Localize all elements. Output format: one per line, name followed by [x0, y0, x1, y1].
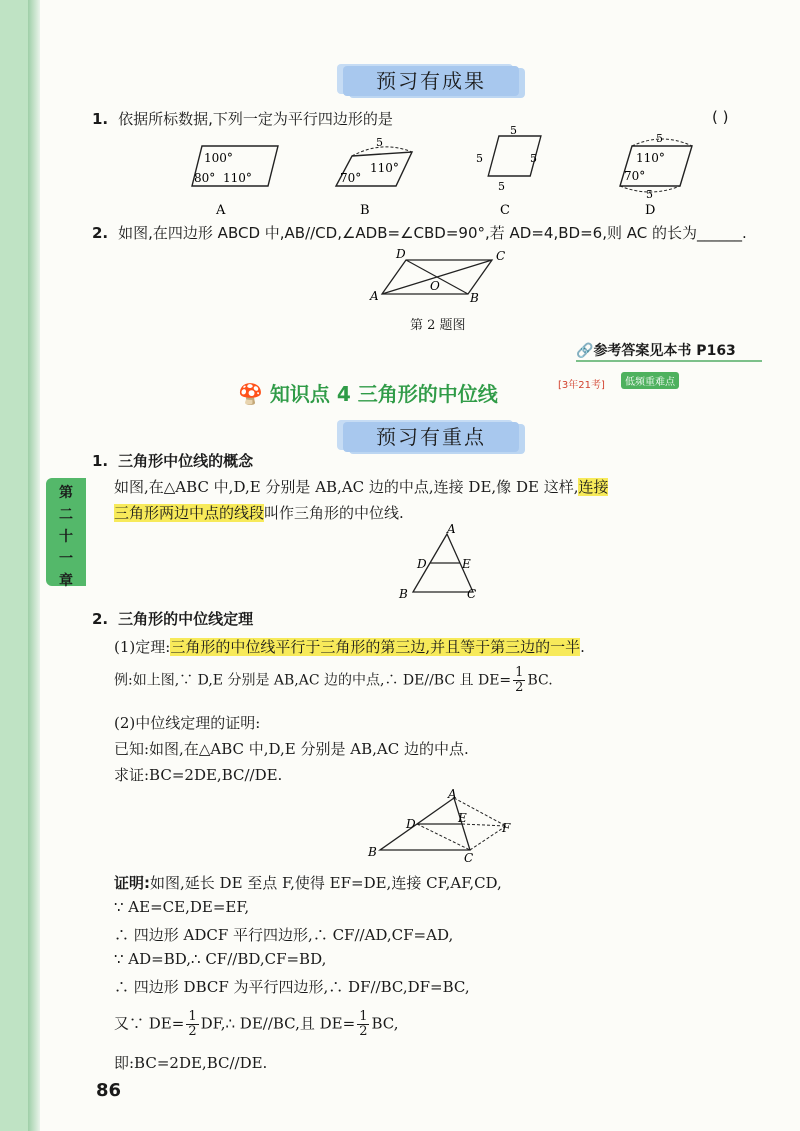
option-b-angle-2: 70° [340, 171, 362, 185]
question-2 [92, 222, 752, 243]
answer-blank[interactable]: ______. [696, 224, 747, 242]
option-a-figure [192, 146, 278, 218]
tri-label-a: A [447, 522, 456, 536]
proof-line-2: ∵ AE=CE,DE=EF, [114, 898, 250, 916]
side-tab-char: 章 [59, 573, 73, 589]
fraction [513, 666, 525, 695]
difficulty-tag: 低频重难点 [621, 372, 679, 389]
answer-reference-text: 参考答案见本书 P163 [593, 343, 736, 359]
fraction-denominator: 2 [359, 1024, 368, 1039]
fraction-denominator: 2 [515, 680, 524, 695]
question-2-figure [370, 244, 510, 314]
highlight-text: 三角形的中位线平行于三角形的第三边,并且等于第三边的一半 [170, 638, 581, 656]
option-d-figure [620, 132, 692, 218]
fraction-denominator: 2 [188, 1024, 197, 1039]
proof-text: BC, [371, 1014, 399, 1033]
answer-blank[interactable]: ( ) [712, 108, 729, 126]
punctuation: . [580, 638, 585, 656]
question-1 [92, 108, 393, 129]
q2-label-d: D [396, 247, 406, 261]
option-a-label: A [216, 203, 226, 218]
option-d-angle-2: 70° [624, 169, 646, 183]
page-spine [28, 0, 40, 1131]
proof-line-7: 即:BC=2DE,BC//DE. [114, 1054, 268, 1072]
proof-line-5: ∴ 四边形 DBCF 为平行四边形,∴ DF//BC,DF=BC, [114, 978, 470, 996]
banner-label: 预习有重点 [376, 425, 486, 449]
option-a-angle-3: 110° [223, 171, 252, 185]
highlight-text: 连接 [578, 478, 609, 496]
answer-reference[interactable] [576, 340, 736, 360]
divider [576, 360, 762, 362]
proof-line-3: ∴ 四边形 ADCF 平行四边形,∴ CF//AD,CF=AD, [114, 926, 454, 944]
example-text: 例:如上图,∵ D,E 分别是 AB,AC 边的中点,∴ DE//BC 且 DE= [114, 672, 512, 689]
page-number: 86 [96, 1080, 122, 1101]
option-c-label: C [500, 203, 510, 218]
option-d-side-1: 5 [656, 132, 663, 145]
question-number: 2. [92, 224, 109, 242]
side-tab-char: 第 [59, 485, 73, 501]
option-c-side-3: 5 [498, 180, 505, 193]
definition-text: 如图,在△ABC 中,D,E 分别是 AB,AC 边的中点,连接 DE,像 DE 这样, [114, 478, 579, 496]
exam-frequency-tag: [3年21考] [558, 380, 605, 391]
q2-label-b: B [470, 291, 479, 305]
fraction-numerator: 1 [188, 1009, 197, 1024]
section-banner-preview-keypoints [343, 422, 519, 452]
tri-label-e: E [462, 557, 471, 571]
highlight-text: 三角形两边中点的线段 [114, 504, 265, 522]
tri-label-c: C [467, 587, 477, 601]
option-a-angle-1: 100° [204, 151, 233, 165]
fraction-numerator: 1 [359, 1009, 368, 1024]
item-title: 三角形中位线的概念 [118, 452, 254, 470]
section-banner-preview-results [343, 66, 519, 96]
knowledge-point-title [238, 378, 498, 407]
item-1-line-2 [114, 502, 404, 523]
proof-figure [366, 787, 526, 866]
definition-text: 叫作三角形的中位线. [264, 504, 404, 522]
proof-heading: (2)中位线定理的证明: [114, 714, 261, 732]
theorem-line [114, 636, 585, 657]
tri-label-d: D [417, 557, 427, 571]
proof-line-6 [114, 1010, 399, 1039]
q2-label-o: O [430, 279, 440, 293]
side-tab-char: 二 [59, 507, 73, 523]
fraction [186, 1010, 198, 1039]
chapter-side-tab[interactable] [46, 478, 86, 589]
banner-label: 预习有成果 [376, 69, 486, 93]
figure-caption: 第 2 题图 [410, 318, 466, 333]
side-tab-char: 一 [59, 551, 73, 567]
option-b-angle-1: 110° [370, 161, 399, 175]
example-line [114, 666, 553, 695]
side-tab-char: 十 [59, 529, 73, 545]
theorem-prefix: (1)定理: [114, 638, 171, 656]
option-d-side-2: 5 [646, 188, 653, 201]
question-text: 依据所标数据,下列一定为平行四边形的是 [118, 110, 393, 128]
item-number: 1. [92, 452, 109, 470]
fraction-numerator: 1 [515, 665, 524, 680]
prove-line: 求证:BC=2DE,BC//DE. [114, 766, 283, 784]
option-d-label: D [645, 203, 656, 218]
proof-label: 证明: [114, 874, 150, 892]
example-text: BC. [527, 672, 553, 689]
proof-label-c: C [464, 851, 474, 865]
item-1-line-1 [114, 476, 608, 497]
option-a-angle-2: 80° [194, 171, 216, 185]
proof-line-4: ∵ AD=BD,∴ CF//BD,CF=BD, [114, 950, 327, 968]
proof-label-f: F [502, 821, 511, 835]
option-b-figure [336, 136, 412, 218]
proof-text: 如图,延长 DE 至点 F,使得 EF=DE,连接 CF,AF,CD, [150, 874, 502, 892]
option-d-angle-1: 110° [636, 151, 665, 165]
proof-label-d: D [406, 817, 416, 831]
knowledge-title-text: 知识点 4 三角形的中位线 [269, 382, 498, 406]
option-c-side-2: 5 [530, 152, 537, 165]
proof-label-e: E [458, 811, 467, 825]
question-1-figures [180, 124, 780, 218]
proof-line-1 [114, 872, 502, 893]
option-c-side-4: 5 [510, 124, 517, 137]
question-number: 1. [92, 110, 109, 128]
given-line: 已知:如图,在△ABC 中,D,E 分别是 AB,AC 边的中点. [114, 740, 469, 758]
q2-label-c: C [496, 249, 506, 263]
q2-label-a: A [370, 289, 379, 303]
item-title: 三角形的中位线定理 [118, 610, 254, 628]
link-icon: 🔗 [576, 343, 594, 359]
option-c-side-1: 5 [476, 152, 483, 165]
option-c-figure [476, 124, 541, 218]
item-number: 2. [92, 610, 109, 628]
option-b-label: B [360, 203, 370, 218]
proof-text: 又∵ DE= [114, 1014, 185, 1033]
proof-label-a: A [448, 787, 457, 801]
mushroom-icon: 🍄 [238, 382, 263, 406]
item-2-heading [92, 608, 253, 629]
triangle-figure [395, 524, 485, 600]
option-b-side: 5 [376, 136, 383, 149]
item-1-heading [92, 450, 253, 471]
proof-label-b: B [368, 845, 377, 859]
tri-label-b: B [399, 587, 408, 601]
fraction [357, 1010, 369, 1039]
question-text: 如图,在四边形 ABCD 中,AB//CD,∠ADB=∠CBD=90°,若 AD=4,BD=6,则 AC 的长为 [118, 224, 697, 242]
proof-text: DF,∴ DE//BC,且 DE= [200, 1014, 356, 1033]
